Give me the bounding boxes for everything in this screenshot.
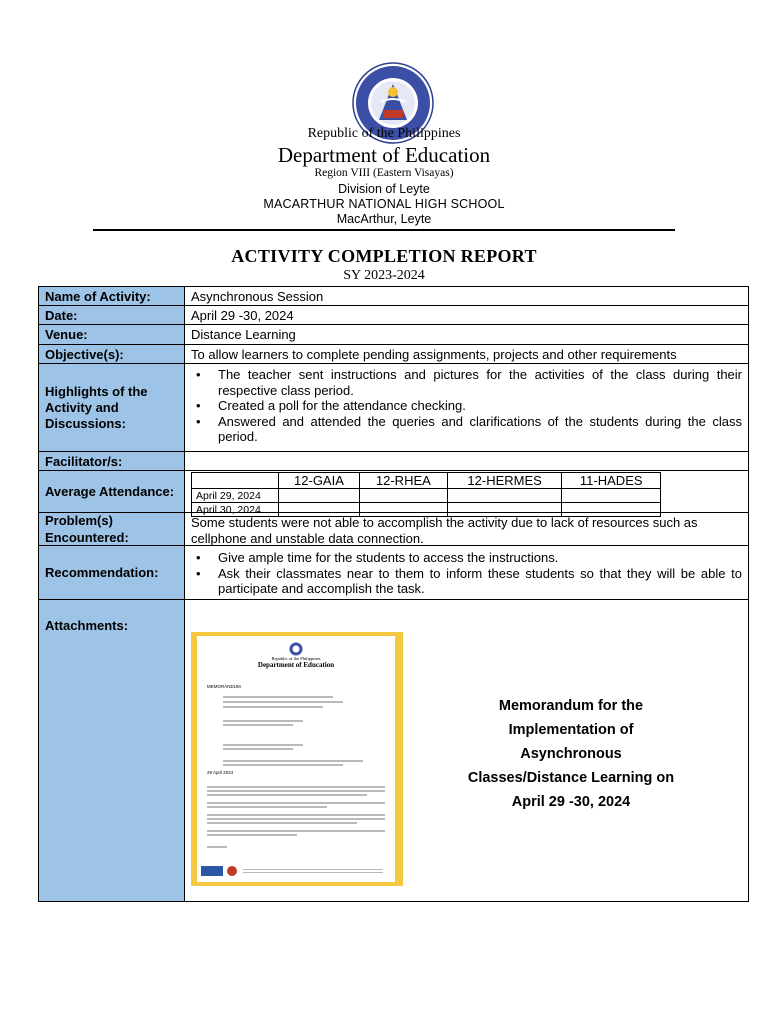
row-attachments <box>39 600 748 901</box>
attendance-table <box>191 472 661 517</box>
recommendation-list <box>191 550 742 597</box>
section-header: 11-HADES <box>562 473 661 489</box>
caption-line: Memorandum for the <box>498 698 644 714</box>
school-name: MACARTHUR NATIONAL HIGH SCHOOL <box>263 197 505 211</box>
list-item: • Give ample time for the students to access the instructions. <box>218 550 742 566</box>
school-year: SY 2023-2024 <box>343 268 425 283</box>
attendance-cell <box>562 489 661 503</box>
section-header: 12-GAIA <box>279 473 360 489</box>
objective-value: To allow learners to complete pending assignments, projects and other requirements <box>191 346 677 362</box>
memo-date: 29 April 2024 <box>207 770 234 775</box>
table-row <box>192 489 661 503</box>
attendance-value <box>185 471 748 516</box>
attendance-cell <box>447 489 562 503</box>
memo-department: Department of Education <box>257 661 335 669</box>
memorandum-image <box>191 632 403 886</box>
facilitator-value <box>185 452 748 470</box>
republic-text: Republic of the Philippines <box>307 126 461 141</box>
objective-label: Objective(s): <box>39 345 185 363</box>
venue-value: Distance Learning <box>191 327 296 342</box>
region-text: Region VIII (Eastern Visayas) <box>314 167 454 179</box>
memo-heading: MEMORANDUM <box>207 684 241 689</box>
row-objectives <box>39 345 748 364</box>
name-label: Name of Activity: <box>39 287 185 305</box>
row-facilitators <box>39 452 748 471</box>
highlights-list <box>191 367 742 445</box>
attendance-cell <box>279 489 360 503</box>
row-name-of-activity <box>39 287 748 306</box>
department-title: Department of Education <box>277 143 491 167</box>
section-header: 12-RHEA <box>359 473 447 489</box>
report-table <box>38 286 749 902</box>
row-venue <box>39 325 748 345</box>
attendance-date: April 29, 2024 <box>192 489 279 503</box>
row-highlights <box>39 364 748 452</box>
row-recommendation <box>39 546 748 600</box>
list-item: • The teacher sent instructions and pictures for the activities of the class during their respective class period. <box>218 367 742 398</box>
name-value: Asynchronous Session <box>191 288 324 304</box>
facilitator-label: Facilitator/s: <box>39 452 185 470</box>
list-item: • Created a poll for the attendance checking. <box>218 398 742 414</box>
row-problems <box>39 513 748 546</box>
memo-caption <box>457 694 685 814</box>
attendance-cell <box>359 489 447 503</box>
recommendation-value <box>185 546 748 599</box>
memorandum-page <box>197 636 395 882</box>
report-title: ACTIVITY COMPLETION REPORT <box>231 246 537 266</box>
date-label: Date: <box>39 306 185 324</box>
problems-label: Problem(s) Encountered: <box>39 513 185 545</box>
attendance-corner-cell <box>192 473 279 489</box>
memo-republic: Republic of the Philippines <box>271 656 321 661</box>
highlights-label: Highlights of the Activity and Discussions: <box>39 364 185 451</box>
caption-line: Asynchronous <box>520 746 622 762</box>
list-item: • Ask their classmates near to them to inform these students so that they will be able to participate and accomplish the task. <box>218 566 742 597</box>
highlights-value <box>185 364 748 451</box>
caption-line: Implementation of <box>508 722 634 738</box>
date-value: April 29 -30, 2024 <box>191 307 294 323</box>
row-attendance <box>39 471 748 516</box>
caption-line: April 29 -30, 2024 <box>511 794 631 810</box>
recommendation-label: Recommendation: <box>39 546 185 599</box>
attachments-value <box>185 600 748 901</box>
town-text: MacArthur, Leyte <box>336 212 432 226</box>
caption-line: Classes/Distance Learning on <box>467 770 675 786</box>
list-item: • Answered and attended the queries and clarifications of the students during the class period. <box>218 414 742 445</box>
row-date <box>39 306 748 325</box>
attendance-date: April 30, 2024 <box>192 503 279 517</box>
attachments-label: Attachments: <box>39 600 185 901</box>
memo-footer-seal <box>227 866 237 876</box>
section-header: 12-HERMES <box>447 473 562 489</box>
memo-seal-icon <box>289 642 303 656</box>
attendance-label: Average Attendance: <box>39 471 185 512</box>
division-text: Division of Leyte <box>338 182 430 196</box>
venue-label: Venue: <box>39 325 185 344</box>
header-divider <box>93 229 675 231</box>
memo-footer-logo <box>201 866 223 876</box>
problems-value: Some students were not able to accomplish the activity due to lack of resources such as cellphone and unstable data connection. <box>191 515 698 546</box>
